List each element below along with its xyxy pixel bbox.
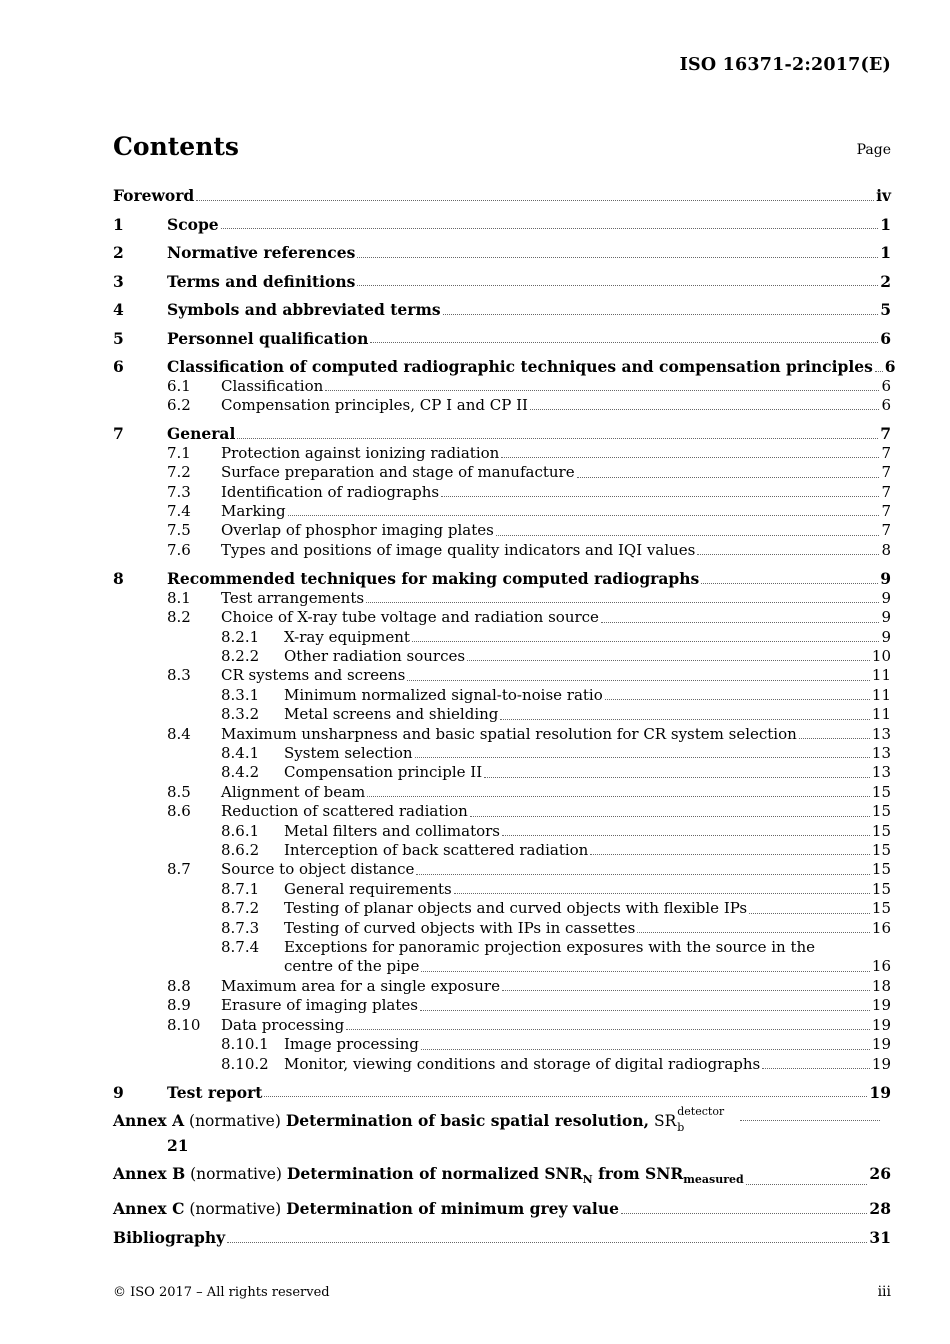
toc-entry-page: 7 — [881, 482, 891, 501]
toc-entry[interactable] — [113, 1035, 891, 1054]
leader-dots — [621, 1213, 867, 1214]
toc-entry-page: 9 — [880, 569, 891, 589]
toc-entry-page: 7 — [880, 424, 891, 444]
toc-entry-text: Compensation principles, CP I and CP II — [221, 395, 528, 414]
toc-entry-page: 6 — [880, 328, 891, 348]
toc-entry-text: Recommended techniques for making computed radiographs — [167, 569, 700, 589]
toc-entry-number: 8.2 — [167, 608, 191, 627]
toc-entry[interactable] — [113, 763, 891, 782]
leader-dots — [441, 496, 879, 497]
toc-entry-number: 7.2 — [167, 463, 191, 482]
toc-entry-page: 26 — [869, 1164, 891, 1184]
toc-entry-page: 19 — [871, 1015, 891, 1034]
leader-dots — [484, 777, 870, 778]
toc-entry-number: 8.4.1 — [221, 744, 260, 762]
leader-dots — [264, 1096, 867, 1097]
toc-entry-text: Other radiation sources — [284, 646, 466, 665]
leader-dots — [288, 515, 880, 516]
toc-entry-text: Overlap of phosphor imaging plates — [221, 521, 494, 540]
annex-type: (normative) — [190, 1165, 282, 1184]
toc-entry[interactable] — [113, 841, 891, 860]
toc-entry-number: 8.7.2 — [221, 899, 260, 918]
toc-entry-page: 7 — [881, 521, 891, 540]
toc-entry-page: 8 — [881, 540, 891, 559]
toc-entry-page: 11 — [871, 685, 891, 704]
toc-entry-number: 8.10 — [167, 1015, 201, 1034]
leader-dots — [346, 1029, 870, 1030]
toc-entry-text: Test arrangements — [221, 588, 365, 607]
toc-entry-text: General — [167, 424, 236, 444]
toc-entry[interactable] — [113, 444, 891, 463]
annex-title: Determination of minimum grey value — [286, 1198, 619, 1218]
toc-entry-text: Personnel qualification — [167, 328, 369, 348]
leader-dots — [367, 796, 870, 797]
page-title: Contents — [113, 132, 240, 161]
page-column-label: Page — [856, 142, 891, 158]
annex-title: Determination of basic spatial resolution, — [285, 1111, 650, 1131]
toc-entry[interactable] — [113, 1016, 891, 1035]
toc-entry[interactable] — [113, 938, 891, 977]
toc-entry[interactable] — [113, 744, 891, 763]
annex-type: (normative) — [189, 1112, 281, 1131]
toc-entry-bibliography[interactable] — [113, 1228, 891, 1248]
toc-entry-number: 8.4 — [167, 724, 191, 743]
annex-label: Annex A — [113, 1111, 185, 1131]
toc-entry-text: Metal filters and collimators — [284, 821, 501, 840]
toc-entry-number: 8.7.1 — [221, 879, 260, 898]
toc-entry-page: 11 — [871, 705, 891, 724]
leader-dots — [416, 874, 870, 875]
toc-entry-number: 8.8 — [167, 976, 191, 995]
leader-dots — [443, 314, 879, 315]
toc-entry-page: 18 — [871, 976, 891, 995]
toc-entry-number: 6 — [113, 357, 124, 376]
toc-entry-number: 8.9 — [167, 996, 191, 1015]
toc-entry-number: 8.2.1 — [221, 627, 260, 646]
toc-entry-page: 6 — [881, 395, 891, 414]
toc-entry-text: Data processing — [221, 1015, 345, 1034]
toc-entry-number: 6.1 — [167, 376, 191, 395]
toc-entry[interactable] — [113, 628, 891, 647]
toc-entry-text: Normative references — [167, 243, 356, 262]
leader-dots — [421, 971, 870, 972]
toc-entry-number: 7.3 — [167, 482, 191, 501]
leader-dots — [415, 757, 870, 758]
toc-entry-text: Image processing — [284, 1035, 419, 1054]
toc-entry[interactable] — [113, 1083, 891, 1103]
leader-dots — [605, 699, 870, 700]
toc-entry-text: System selection — [284, 744, 413, 762]
toc-entry-number: 7 — [113, 424, 124, 444]
toc-entry[interactable] — [113, 463, 891, 482]
leader-dots — [467, 660, 870, 661]
toc-entry[interactable] — [113, 802, 891, 821]
toc-entry-number: 8.6.1 — [221, 821, 260, 840]
toc-entry[interactable] — [113, 725, 891, 744]
leader-dots — [196, 200, 874, 201]
leader-dots — [637, 932, 870, 933]
toc-entry-page: 2 — [880, 271, 891, 291]
toc-entry-number: 8.7 — [167, 860, 191, 879]
leader-dots — [366, 602, 879, 603]
toc-entry-number: 8.4.2 — [221, 763, 260, 782]
toc-entry-text: Interception of back scattered radiation — [284, 841, 589, 860]
footer-copyright: © ISO 2017 – All rights reserved — [113, 1285, 330, 1300]
toc-entry-page: 11 — [871, 666, 891, 685]
toc-entry-text: Scope — [167, 214, 219, 234]
toc-entry-text: Source to object distance — [221, 860, 415, 879]
toc-entry[interactable] — [113, 899, 891, 918]
toc-entry-page: 19 — [871, 996, 891, 1015]
toc-entry-text: Minimum normalized signal-to-noise ratio — [284, 685, 603, 704]
toc-entry-page: 7 — [881, 502, 891, 521]
toc-entry-number: 9 — [113, 1082, 124, 1102]
toc-entry-text: Alignment of beam — [221, 782, 366, 801]
toc-entry-page: 15 — [871, 821, 891, 840]
toc-entry-number: 7.4 — [167, 502, 191, 521]
toc-entry[interactable] — [113, 300, 891, 320]
leader-dots — [799, 738, 870, 739]
toc-entry[interactable] — [113, 686, 891, 705]
toc-entry-text: Reduction of scattered radiation — [221, 802, 468, 821]
leader-dots — [701, 583, 878, 584]
toc-entry-page: 13 — [871, 744, 891, 762]
leader-dots — [421, 1049, 870, 1050]
toc-entry[interactable] — [113, 541, 891, 560]
leader-dots — [502, 990, 870, 991]
leader-dots — [746, 1184, 868, 1185]
toc-entry-text: Erasure of imaging plates — [221, 996, 418, 1015]
leader-dots — [470, 816, 870, 817]
leader-dots — [420, 1010, 870, 1011]
toc-entry-page: 31 — [869, 1228, 891, 1248]
toc-entry-page: 19 — [871, 1035, 891, 1054]
toc-entry[interactable] — [113, 880, 891, 899]
toc-entry-text: Maximum area for a single exposure — [221, 976, 500, 995]
leader-dots — [227, 1242, 867, 1243]
toc-entry-page: 15 — [871, 899, 891, 918]
document-id: ISO 16371-2:2017(E) — [679, 55, 891, 75]
toc-entry-text: Foreword — [113, 186, 195, 205]
toc-entry-text: Marking — [221, 502, 286, 521]
toc-entry[interactable] — [113, 589, 891, 608]
leader-dots — [454, 893, 870, 894]
toc-entry-number: 8.3 — [167, 666, 191, 685]
toc-entry-page: 28 — [869, 1198, 891, 1218]
toc-entries — [113, 214, 896, 1103]
toc-entry-page: 15 — [871, 782, 891, 801]
leader-dots — [370, 342, 878, 343]
toc-entry-number: 6.2 — [167, 395, 191, 414]
toc-entry-text: Maximum unsharpness and basic spatial resolution for CR system selection — [221, 724, 797, 743]
leader-dots — [502, 835, 870, 836]
toc-entry-number: 8.6.2 — [221, 841, 260, 860]
annex-type: (normative) — [189, 1199, 282, 1218]
toc-entry-number: 8.6 — [167, 802, 191, 821]
leader-dots — [357, 257, 878, 258]
toc-entry-text: Choice of X-ray tube voltage and radiation source — [221, 608, 599, 627]
toc-entry-page: 21 — [167, 1135, 189, 1155]
leader-dots — [577, 477, 880, 478]
leader-dots — [590, 854, 870, 855]
toc-entry-text: Monitor, viewing conditions and storage of digital radiographs — [284, 1054, 761, 1073]
toc-entry[interactable] — [113, 705, 891, 724]
toc-entry-text: CR systems and screens — [221, 666, 406, 685]
toc-entry[interactable] — [113, 608, 891, 627]
leader-dots — [325, 390, 879, 391]
toc-entry[interactable] — [113, 647, 891, 666]
toc-entry-number: 8.7.3 — [221, 918, 260, 937]
toc-entry-page: 6 — [881, 376, 891, 395]
toc-entry-text: Symbols and abbreviated terms — [167, 300, 441, 319]
toc-entry[interactable] — [113, 569, 891, 589]
toc-entry-text: Testing of curved objects with IPs in cassettes — [284, 918, 636, 937]
toc-entry[interactable] — [113, 483, 891, 502]
leader-dots — [237, 438, 878, 439]
toc-entry-page: 15 — [871, 841, 891, 860]
toc-entry-number: 7.5 — [167, 521, 191, 540]
toc-entry-page: 13 — [871, 724, 891, 743]
toc-entry[interactable] — [113, 666, 891, 685]
toc-entry[interactable] — [113, 215, 891, 235]
leader-dots — [357, 285, 878, 286]
toc-entry-text: Testing of planar objects and curved objects with flexible IPs — [284, 899, 748, 918]
toc-entry-page: 9 — [881, 588, 891, 607]
toc-entry-page: 5 — [880, 300, 891, 319]
toc-entry-number: 8.5 — [167, 782, 191, 801]
toc-entry-text: Exceptions for panoramic projection exposures with the source in the — [284, 938, 816, 957]
leader-dots — [875, 371, 883, 372]
leader-dots — [407, 680, 870, 681]
toc-entry[interactable] — [113, 783, 891, 802]
toc-entry[interactable] — [113, 377, 891, 396]
toc-entry-page: 13 — [871, 763, 891, 782]
toc-entry[interactable] — [113, 357, 896, 377]
toc-entry-page: 15 — [871, 879, 891, 898]
toc-entry[interactable] — [113, 329, 891, 349]
leader-dots — [697, 554, 879, 555]
toc-entry-page: 1 — [880, 214, 891, 234]
leader-dots — [501, 457, 879, 458]
toc-entry[interactable] — [113, 424, 891, 444]
toc-entry[interactable] — [113, 272, 891, 292]
toc-entry-number: 2 — [113, 243, 124, 262]
toc-entry-text: Terms and definitions — [167, 271, 356, 291]
toc-entry-text: Bibliography — [113, 1228, 226, 1248]
toc-entry-page: 7 — [881, 463, 891, 482]
toc-entry-text: Compensation principle II — [284, 763, 483, 782]
toc-entry[interactable] — [113, 243, 891, 263]
toc-entry-page: iv — [876, 186, 891, 205]
annex-label: Annex C — [113, 1198, 185, 1218]
toc-entry[interactable] — [113, 860, 891, 879]
toc-entry[interactable] — [113, 822, 891, 841]
toc-entry-page: 15 — [871, 802, 891, 821]
toc-entry-text: Test report — [167, 1082, 263, 1102]
leader-dots — [496, 535, 880, 536]
toc-entry-number: 8.7.4 — [221, 938, 260, 957]
toc-entry-number: 7.1 — [167, 443, 191, 462]
toc-entry[interactable] — [113, 396, 891, 415]
toc-entry-text: Identification of radiographs — [221, 482, 440, 501]
toc-entry-page: 16 — [871, 957, 891, 976]
toc-entry-page: 19 — [869, 1082, 891, 1102]
leader-dots — [749, 913, 870, 914]
toc-entry-text: Classification of computed radiographic techniques and compensation principles — [167, 357, 873, 376]
toc-entry-page: 7 — [881, 443, 891, 462]
toc-entry[interactable] — [113, 996, 891, 1015]
toc-entry-number: 8.3.2 — [221, 705, 260, 724]
toc-entry-page: 6 — [884, 357, 896, 376]
toc-entry-text: Surface preparation and stage of manufacture — [221, 463, 575, 482]
toc-entry-number: 8.3.1 — [221, 685, 260, 704]
sr-symbol: SR detector b — [653, 1105, 725, 1135]
toc-entry-number: 8.10.1 — [221, 1035, 269, 1054]
toc-entry-number: 3 — [113, 271, 124, 291]
toc-entry[interactable] — [113, 521, 891, 540]
toc-entry-page: 16 — [871, 918, 891, 937]
toc-entry-page: 19 — [871, 1054, 891, 1073]
toc-entry-annex-c[interactable] — [113, 1199, 891, 1220]
toc-entry-page: 1 — [880, 243, 891, 262]
toc-entry-page: 10 — [871, 646, 891, 665]
toc-entry-text: Classification — [221, 376, 324, 395]
toc-entry[interactable] — [113, 502, 891, 521]
toc-entry-foreword[interactable] — [113, 186, 891, 206]
leader-dots — [740, 1120, 880, 1121]
toc-entry-text: General requirements — [284, 879, 452, 898]
toc-entry-number: 8 — [113, 569, 124, 589]
leader-dots — [500, 719, 870, 720]
toc-entry-number: 1 — [113, 214, 124, 234]
table-of-contents — [113, 180, 896, 1248]
leader-dots — [221, 228, 879, 229]
toc-entry-page: 9 — [881, 608, 891, 627]
toc-entry-text: Metal screens and shielding — [284, 705, 499, 724]
toc-entry-number: 8.2.2 — [221, 646, 260, 665]
footer-page-number: iii — [877, 1284, 891, 1300]
leader-dots — [762, 1068, 870, 1069]
toc-entry-text: Types and positions of image quality indicators and IQI values — [221, 540, 696, 559]
toc-entry-page: 15 — [871, 860, 891, 879]
toc-entry[interactable] — [113, 919, 891, 938]
toc-entry-number: 4 — [113, 300, 124, 319]
toc-entry-number: 7.6 — [167, 540, 191, 559]
toc-entry-page: 9 — [881, 627, 891, 646]
toc-entry-number: 5 — [113, 328, 124, 348]
leader-dots — [601, 622, 880, 623]
toc-entry-annex-a[interactable] — [113, 1105, 891, 1155]
toc-entry-text: X-ray equipment — [284, 627, 410, 646]
leader-dots — [530, 409, 880, 410]
toc-entry-number: 8.10.2 — [221, 1054, 269, 1073]
leader-dots — [412, 641, 880, 642]
toc-entry-annex-b[interactable] — [113, 1164, 891, 1190]
annex-title: Determination of normalized $SNR_N$ from $SNR_{measured}$ — [286, 1164, 744, 1187]
toc-entry[interactable] — [113, 1055, 891, 1074]
toc-entry[interactable] — [113, 977, 891, 996]
annex-label: Annex B — [113, 1164, 186, 1184]
toc-entry-text-continued: centre of the pipe — [284, 957, 420, 976]
toc-entry-text: Protection against ionizing radiation — [221, 443, 500, 462]
toc-entry-number: 8.1 — [167, 588, 191, 607]
